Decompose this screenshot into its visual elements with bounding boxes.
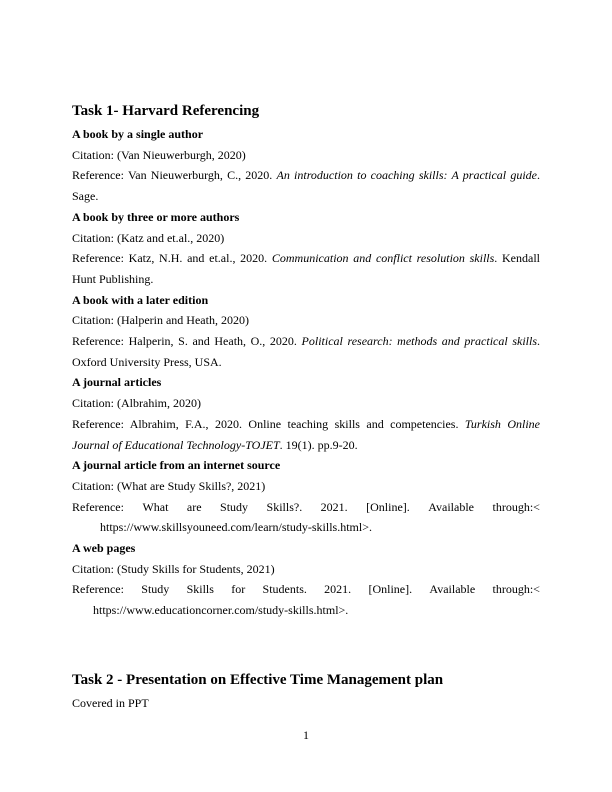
book-three-reference: [72, 248, 540, 289]
book-edition-heading: A book with a later edition: [72, 292, 209, 307]
ref-word: are: [186, 499, 202, 514]
ref-word: through:<: [492, 499, 540, 514]
ref-word: through:<: [492, 582, 540, 597]
page-number: 1: [303, 728, 309, 742]
ref-word: Skills: [186, 582, 214, 597]
ref-title: Communication and conflict resolution skills: [271, 251, 495, 266]
ref-text: Reference: Albrahim, F.A., 2020. Online teaching skills and competencies.: [72, 416, 465, 431]
ref-word: 2021.: [320, 499, 348, 514]
ref-word: What: [142, 499, 169, 514]
book-three-heading: A book by three or more authors: [72, 209, 240, 224]
ref-word: 2021.: [324, 582, 352, 597]
book-three-citation: Citation: (Katz and et.al., 2020): [72, 230, 225, 245]
ref-title: An introduction to coaching skills: A practical guide: [276, 168, 537, 183]
ref-word: Study: [141, 582, 170, 597]
task2-body: Covered in PPT: [72, 696, 149, 710]
journal-citation: Citation: (Albrahim, 2020): [72, 396, 201, 411]
book-single-citation: Citation: (Van Nieuwerburgh, 2020): [72, 147, 246, 162]
task1-section: [72, 102, 540, 621]
task2-section: [72, 671, 540, 714]
journal-internet-url: https://www.skillsyouneed.com/learn/study-skills.html>.: [100, 520, 372, 535]
journal-heading: A journal articles: [72, 375, 162, 390]
ref-text: Reference: Halperin, S. and Heath, O., 2020.: [72, 334, 302, 349]
book-single-heading: A book by a single author: [72, 127, 204, 141]
ref-title: Turkish Online Journal of Educational Technology-TOJET: [72, 416, 540, 452]
ref-text: . Kendall Hunt Publishing.: [72, 251, 540, 286]
ref-text: . Sage.: [72, 168, 540, 204]
task2-title: Task 2 - Presentation on Effective Time Management plan: [72, 672, 444, 688]
ref-word: Reference:: [72, 582, 124, 597]
ref-word: Study: [220, 499, 249, 514]
web-citation: Citation: (Study Skills for Students, 2021): [72, 561, 275, 576]
ref-word: Students.: [262, 582, 307, 597]
book-edition-reference: [72, 331, 540, 372]
journal-internet-citation: Citation: (What are Study Skills?, 2021): [72, 478, 266, 493]
ref-title: Political research: methods and practical skills: [301, 334, 537, 349]
ref-text: . 19(1). pp.9-20.: [279, 437, 358, 452]
ref-word: Reference:: [72, 499, 124, 514]
ref-word: Available: [428, 499, 475, 514]
book-single-reference: [72, 165, 540, 206]
web-reference-line: [72, 579, 540, 600]
ref-word: [Online].: [366, 499, 410, 514]
journal-internet-reference-line: [72, 497, 540, 518]
ref-text: . Oxford University Press, USA.: [72, 334, 540, 369]
ref-word: Available: [429, 582, 476, 597]
ref-text: Reference: Katz, N.H. and et.al., 2020.: [72, 251, 272, 266]
book-edition-citation: Citation: (Halperin and Heath, 2020): [72, 313, 249, 328]
ref-word: [Online].: [368, 582, 413, 597]
journal-reference: [72, 414, 540, 455]
web-heading: A web pages: [72, 541, 136, 556]
task1-title: Task 1- Harvard Referencing: [72, 103, 260, 119]
web-url: https://www.educationcorner.com/study-skills.html>.: [93, 603, 349, 618]
ref-text: Reference: Van Nieuwerburgh, C., 2020.: [72, 168, 277, 183]
journal-internet-heading: A journal article from an internet source: [72, 458, 281, 473]
ref-word: for: [231, 582, 246, 597]
ref-word: Skills?.: [266, 499, 303, 514]
